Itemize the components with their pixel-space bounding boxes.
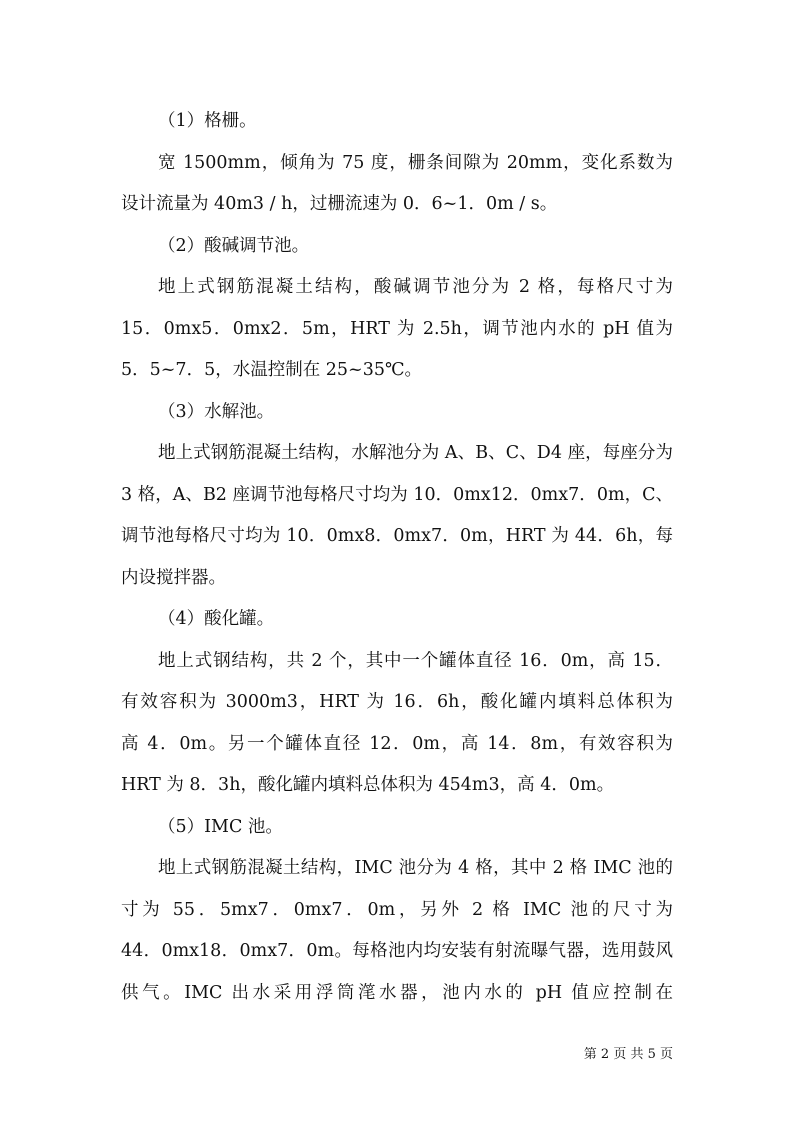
paragraph-line: 有效容积为 3000m3，HRT 为 16．6h，酸化罐内填料总体积为 [121,692,673,712]
paragraph-line: 地上式钢筋混凝土结构，IMC 池分为 4 格，其中 2 格 IMC 池的 [158,858,673,878]
paragraph-line: 地上式钢筋混凝土结构，酸碱调节池分为 2 格，每格尺寸为 [158,277,673,297]
paragraph-line: HRT 为 8．3h，酸化罐内填料总体积为 454m3，高 4．0m。 [121,775,615,795]
section-heading-hydrolysis-tank: （3）水解池。 [158,401,275,422]
paragraph-line: 15．0mx5．0mx2．5m，HRT 为 2.5h，调节池内水的 pH 值为 [121,318,673,339]
paragraph-line: 宽 1500mm，倾角为 75 度，栅条间隙为 20mm，变化系数为 [158,152,673,173]
page-footer [0,1043,794,1062]
section-heading-grille: （1）格栅。 [158,111,257,131]
page-number: 第 2 页 共 5 页 [583,1047,673,1062]
paragraph-line: 供气。IMC 出水采用浮筒滗水器，池内水的 pH 值应控制在 [121,982,673,1003]
paragraph-line: 5．5~7．5，水温控制在 25~35℃。 [121,360,423,380]
paragraph-line: 3 格，A、B2 座调节池每格尺寸均为 10．0mx12．0mx7．0m，C、 [121,484,673,505]
paragraph-line: 地上式钢筋混凝土结构，水解池分为 A、B、C、D4 座，每座分为 [158,443,673,463]
section-heading-acidification-tank: （4）酸化罐。 [158,609,275,629]
section-heading-imc-tank: （5）IMC 池。 [158,816,283,837]
paragraph-line: 调节池每格尺寸均为 10．0mx8．0mx7．0m，HRT 为 44．6h，每 [121,526,673,546]
paragraph-line: 高 4．0m。另一个罐体直径 12．0m，高 14．8m，有效容积为 [121,733,673,754]
paragraph-line: 设计流量为 40m3 / h，过栅流速为 0．6~1．0m / s。 [121,194,558,214]
paragraph-line: 寸为 55．5mx7．0mx7．0m，另外 2 格 IMC 池的尺寸为 [121,899,673,920]
document-body [121,101,673,1014]
paragraph-line: 内设搅拌器。 [121,567,226,588]
paragraph-line: 地上式钢结构，共 2 个，其中一个罐体直径 16．0m，高 15． [158,650,673,671]
paragraph-line: 44．0mx18．0mx7．0m。每格池内均安装有射流曝气器，选用鼓风 [121,941,673,961]
section-heading-acid-base-tank: （2）酸碱调节池。 [158,235,310,256]
